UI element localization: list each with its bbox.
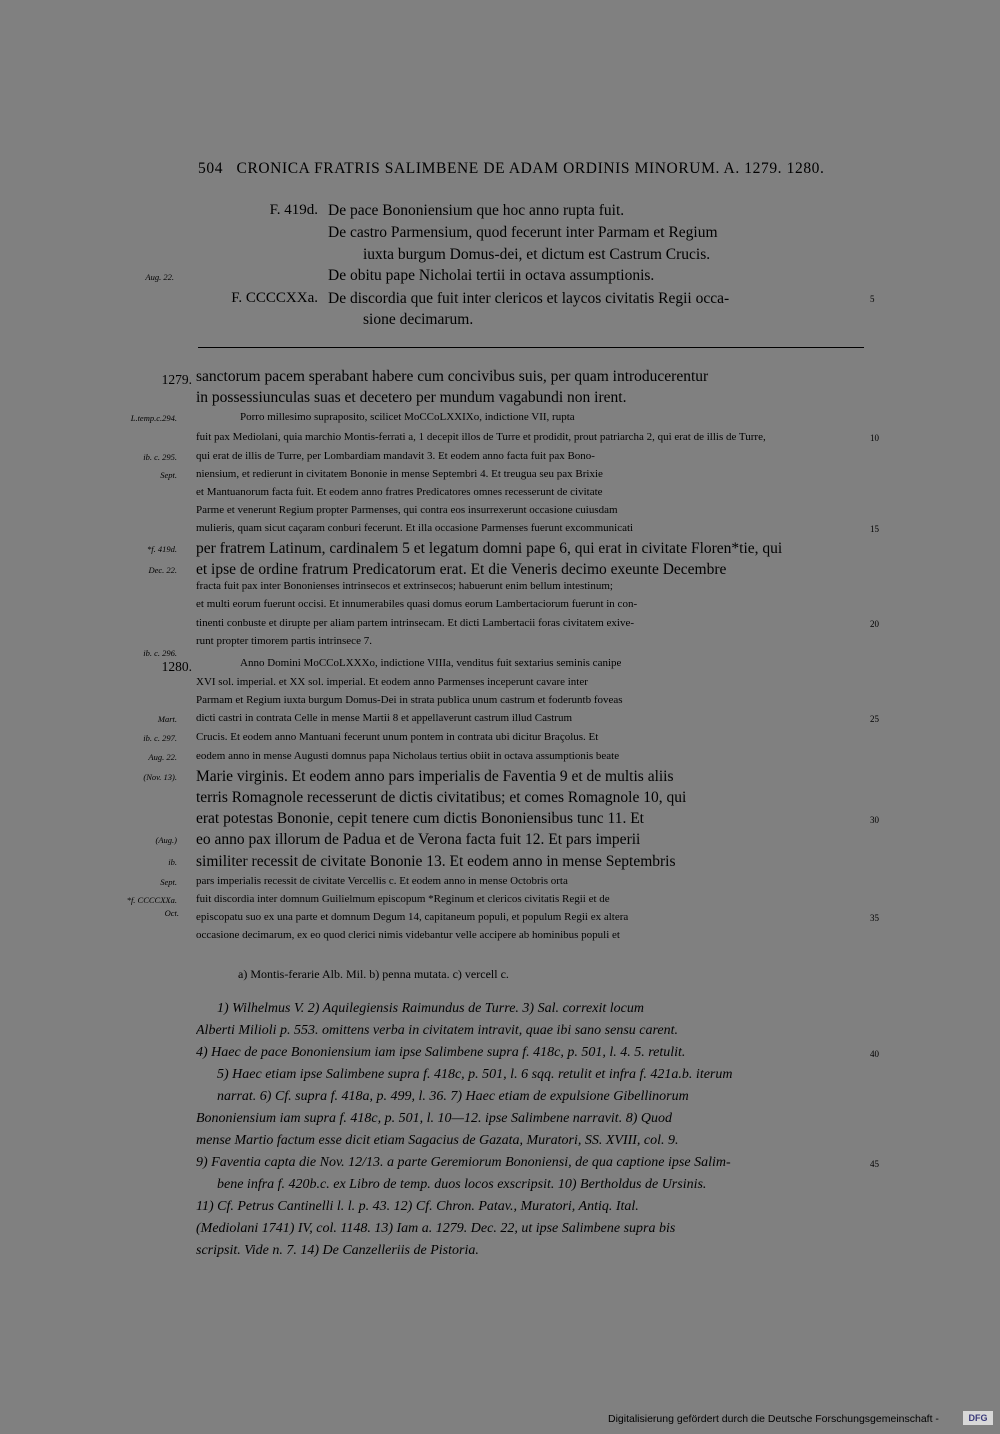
text-line: fuit discordia inter domnum Guilielmum episcopum *Reginum et clericos civitatis Regii et de	[196, 893, 610, 905]
line-number: 25	[870, 714, 879, 724]
textual-variants: a) Montis-ferarie Alb. Mil. b) penna mutata. c) vercell c.	[238, 967, 509, 981]
line-number: 35	[870, 913, 879, 923]
text-line: runt propter timorem partis intrinsece 7.	[196, 635, 372, 647]
toc-entry: De discordia que fuit inter clericos et laycos civitatis Regii occa-	[328, 290, 730, 307]
footnote-line: 4) Haec de pace Bononiensium iam ipse Salimbene supra f. 418c, p. 501, l. 4. 5. retulit.	[196, 1045, 686, 1060]
text-line: episcopatu suo ex una parte et domnum Degum 14, capitaneum populi, et populum Regii ex altera	[196, 911, 629, 923]
text-line: pars imperialis recessit de civitate Vercellis c. Et eodem anno in mense Octobris orta	[196, 875, 568, 887]
text-line: qui erat de illis de Turre, per Lombardiam mandavit 3. Et eodem anno facta fuit pax Bono-	[196, 450, 595, 462]
margin-note: *f. 419d.	[147, 544, 177, 554]
text-line: Parmam et Regium iuxta burgum Domus-Dei in strata publica unum castrum et foderuntb foveas	[196, 694, 623, 706]
line-number: 30	[870, 815, 879, 825]
text-line: Crucis. Et eodem anno Mantuani fecerunt unum pontem in contrata ubi dicitur Braçolus. Et	[196, 731, 599, 743]
line-number: 15	[870, 524, 879, 534]
footnote-line: Alberti Milioli p. 553. omittens verba in civitatem intravit, quae ibi sano sensu carent.	[196, 1023, 679, 1038]
footnote-line: mense Martio factum esse dicit etiam Sagacius de Gazata, Muratori, SS. XVIII, col. 9.	[196, 1133, 679, 1148]
text-line: eo anno pax illorum de Padua et de Verona facta fuit 12. Et pars imperii	[196, 831, 641, 848]
toc-ref-margin: Aug. 22.	[145, 272, 174, 282]
margin-note: ib. c. 295.	[143, 452, 177, 462]
text-line: Porro millesimo supraposito, scilicet MoCCoLXXIXo, indictione VII, rupta	[240, 411, 575, 423]
text-line: fuit pax Mediolani, quia marchio Montis-ferrati a, 1 decepit illos de Turre et prodidit, prout patriarcha 2, qui erat de illis de Turre,	[196, 431, 766, 443]
text-line: fracta fuit pax inter Bononienses intrinsecos et extrinsecos; habuerunt enim bellum intestinum;	[196, 580, 613, 592]
footnote-line: scripsit. Vide n. 7. 14) De Canzelleriis de Pistoria.	[196, 1243, 479, 1258]
text-line: in possessiunculas suas et decetero per mundum vagabundi non irent.	[196, 389, 627, 406]
text-line: similiter recessit de civitate Bononie 13. Et eodem anno in mense Septembris	[196, 853, 676, 870]
line-number: 10	[870, 433, 879, 443]
line-number: 45	[870, 1159, 879, 1169]
margin-note: Mart.	[157, 714, 177, 724]
margin-note: Aug. 22.	[148, 752, 177, 762]
toc-entry: De pace Bononiensium que hoc anno rupta fuit.	[328, 202, 625, 219]
margin-note: ib.	[168, 857, 177, 867]
text-line: niensium, et redierunt in civitatem Bononie in mense Septembri 4. Et treugua seu pax Brixie	[196, 468, 603, 480]
margin-note: Oct.	[164, 908, 179, 918]
text-line: terris Romagnole recesserunt de dictis civitatibus; et comes Romagnole 10, qui	[196, 789, 687, 806]
text-line: dicti castri in contrata Celle in mense Martii 8 et appellaverunt castrum illud Castrum	[196, 712, 573, 724]
toc-entry: De castro Parmensium, quod fecerunt inter Parmam et Regium	[328, 224, 718, 241]
text-line: mulieris, quam sicut caçaram conburi fecerunt. Et illa occasione Parmenses fuerunt excommunicati	[196, 522, 634, 534]
page-title: CRONICA FRATRIS SALIMBENE DE ADAM ORDINIS MINORUM. A. 1279. 1280.	[236, 160, 825, 177]
toc-entry: De obitu pape Nicholai tertii in octava assumptionis.	[328, 267, 655, 284]
text-line: XVI sol. imperial. et XX sol. imperial. Et eodem anno Parmenses inceperunt cavare inter	[196, 676, 588, 688]
toc-entry: sione decimarum.	[363, 311, 474, 328]
toc-entry: iuxta burgum Domus-dei, et dictum est Castrum Crucis.	[363, 246, 711, 263]
footnote-line: 5) Haec etiam ipse Salimbene supra f. 418c, p. 501, l. 6 sqq. retulit et infra f. 421a.b. iterum	[217, 1067, 733, 1082]
text-line: erat potestas Bononie, cepit tenere cum dictis Bononiensibus tunc 11. Et	[196, 810, 644, 827]
text-line: Marie virginis. Et eodem anno pars imperialis de Faventia 9 et de multis aliis	[196, 768, 674, 785]
text-line: et Mantuanorum facta fuit. Et eodem anno fratres Predicatores omnes recesserunt de civitate	[196, 486, 603, 498]
footer-credit: Digitalisierung gefördert durch die Deutsche Forschungsgemeinschaft -	[608, 1413, 939, 1425]
text-line: et ipse de ordine fratrum Predicatorum erat. Et die Veneris decimo exeunte Decembre	[196, 561, 727, 578]
divider-rule	[198, 347, 864, 348]
text-line: Anno Domini MoCCoLXXXo, indictione VIIIa, venditus fuit sextarius seminis canipe	[240, 657, 622, 669]
text-line: occasione decimarum, ex eo quod clerici nimis videbantur velle accipere ab hominibus populi et	[196, 929, 620, 941]
margin-note: ib. c. 296.	[143, 648, 177, 658]
toc-ref: F. CCCCXXa.	[231, 290, 318, 306]
text-line: eodem anno in mense Augusti domnus papa Nicholaus tertius obiit in octava assumptionis beate	[196, 750, 620, 762]
text-line: tinenti conbuste et dirupte per aliam partem intrinsecam. Et dicti Lambertacii foras civitatem exive-	[196, 617, 635, 629]
text-line: per fratrem Latinum, cardinalem 5 et legatum domni pape 6, qui erat in civitate Floren*tie, qui	[196, 540, 783, 557]
margin-note: ib. c. 297.	[143, 733, 177, 743]
footnote-line: 11) Cf. Petrus Cantinelli l. l. p. 43. 12) Cf. Chron. Patav., Muratori, Antiq. Ital.	[196, 1199, 639, 1214]
line-number: 40	[870, 1049, 879, 1059]
footnote-line: 1) Wilhelmus V. 2) Aquilegiensis Raimundus de Turre. 3) Sal. correxit locum	[217, 1001, 644, 1016]
footnote-line: narrat. 6) Cf. supra f. 418a, p. 499, l. 36. 7) Haec etiam de expulsione Gibellinorum	[217, 1089, 689, 1104]
margin-note: Sept.	[160, 470, 177, 480]
margin-note: 1280.	[161, 659, 192, 674]
toc-ref: F. 419d.	[269, 202, 318, 218]
line-number: 5	[870, 294, 875, 304]
margin-note: (Nov. 13).	[143, 772, 177, 782]
dfg-logo: DFG	[963, 1411, 993, 1425]
footnote-line: Bononiensium iam supra f. 418c, p. 501, l. 10—12. ipse Salimbene narravit. 8) Quod	[196, 1111, 672, 1126]
footnote-line: bene infra f. 420b.c. ex Libro de temp. duos locos exscripsit. 10) Bertholdus de Ursinis.	[217, 1177, 707, 1192]
line-number: 20	[870, 619, 879, 629]
running-header	[198, 160, 825, 178]
footnote-line: 9) Faventia capta die Nov. 12/13. a parte Geremiorum Bononiensi, de qua captione ipse Salim-	[196, 1155, 731, 1170]
text-line: sanctorum pacem sperabant habere cum concivibus suis, per quam introducerentur	[196, 368, 709, 385]
margin-note: L.temp.c.294.	[130, 413, 177, 423]
margin-note: (Aug.)	[155, 835, 177, 845]
footnote-line: (Mediolani 1741) IV, col. 1148. 13) Iam a. 1279. Dec. 22, ut ipse Salimbene supra bis	[196, 1221, 676, 1236]
text-line: Parme et venerunt Regium propter Parmenses, qui contra eos insurrexerunt occasione cuiusdam	[196, 504, 618, 516]
margin-note: Sept.	[160, 877, 177, 887]
margin-note: Dec. 22.	[148, 565, 177, 575]
margin-note: *f. CCCCXXa.	[126, 895, 177, 905]
margin-note: 1279.	[161, 372, 192, 387]
text-line: et multi eorum fuerunt occisi. Et innumerabiles quasi domus eorum Lambertaciorum fuerunt in con-	[196, 598, 638, 610]
page-number: 504	[198, 160, 224, 177]
